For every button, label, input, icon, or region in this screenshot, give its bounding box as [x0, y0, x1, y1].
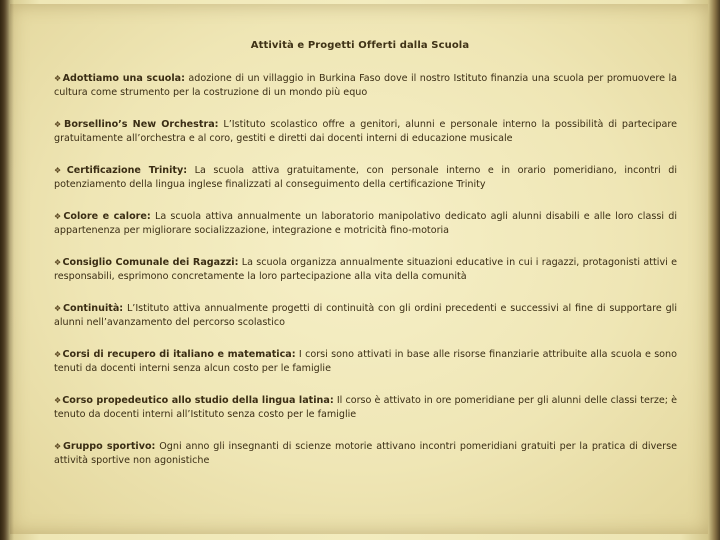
item-label: Colore e calore:: [63, 211, 151, 222]
bullet-icon: ❖: [54, 120, 64, 129]
bullet-icon: ❖: [54, 396, 62, 405]
list-item: [54, 256, 677, 284]
list-item: [54, 164, 677, 192]
bullet-icon: ❖: [54, 304, 62, 313]
activity-list: [54, 72, 677, 486]
item-text: I corsi sono attivati in base alle risorse finanziarie attribuite alla scuola e sono tenuti da docenti interni senza alcun costo per le famiglie: [54, 349, 678, 374]
item-text: Il corso è attivato in ore pomeridiane per gli alunni delle classi terze; è tenuto da docenti interni all’Istituto senza costo per le famiglie: [54, 395, 678, 420]
list-item: [54, 348, 677, 376]
bullet-icon: ❖: [54, 74, 62, 83]
bullet-icon: ❖: [54, 258, 62, 267]
list-item: [54, 118, 677, 146]
list-item: [54, 72, 677, 100]
item-label: Adottiamo una scuola:: [62, 73, 185, 84]
item-label: Consiglio Comunale dei Ragazzi:: [62, 257, 239, 268]
list-item: [54, 302, 677, 330]
item-text: La scuola organizza annualmente situazioni educative in cui i ragazzi, protagonisti attivi e responsabili, esprimono concretamente la loro partecipazione alla vita della comunità: [54, 257, 678, 282]
book-spine: [0, 0, 14, 540]
item-text: L’Istituto attiva annualmente progetti di continuità con gli ordini precedenti e successivi al fine di supportare gli alunni nell’avanzamento del percorso scolastico: [54, 303, 677, 328]
item-label: Continuità:: [62, 303, 124, 314]
bullet-icon: ❖: [54, 166, 66, 175]
bullet-icon: ❖: [54, 212, 63, 221]
item-text: Ogni anno gli insegnanti di scienze motorie attivano incontri pomeridiani gratuiti per la pratica di diverse attività sportive non agonistiche: [54, 441, 678, 466]
item-label: Borsellino’s New Orchestra:: [64, 119, 219, 130]
page-title: Attività e Progetti Offerti dalla Scuola: [250, 40, 470, 51]
item-label: Corso propedeutico allo studio della lingua latina:: [62, 395, 334, 406]
item-text: La scuola attiva annualmente un laboratorio manipolativo dedicato agli alunni disabili e alle loro classi di appartenenza per migliorare socializzazione, integrazione e motricità fino-motoria: [54, 211, 677, 236]
item-text: L’Istituto scolastico offre a genitori, alunni e personale interno la possibilità di partecipare gratuitamente all’orchestra e al coro, gestiti e diretti dai docenti interni di educazione musicale: [54, 119, 678, 144]
item-text: La scuola attiva gratuitamente, con personale interno e in orario pomeridiano, incontri di potenziamento della lingua inglese finalizzati al conseguimento della certificazione Trinity: [54, 165, 677, 190]
list-item: [54, 394, 677, 422]
item-label: Certificazione Trinity:: [66, 165, 188, 176]
bullet-icon: ❖: [54, 350, 62, 359]
list-item: [54, 210, 677, 238]
item-label: Gruppo sportivo:: [63, 441, 156, 452]
item-text: adozione di un villaggio in Burkina Faso dove il nostro Istituto finanzia una scuola per promuovere la cultura come strumento per la costruzione di un mondo più equo: [54, 73, 677, 98]
list-item: [54, 440, 677, 468]
item-label: Corsi di recupero di italiano e matematica:: [62, 349, 296, 360]
bullet-icon: ❖: [54, 442, 62, 451]
